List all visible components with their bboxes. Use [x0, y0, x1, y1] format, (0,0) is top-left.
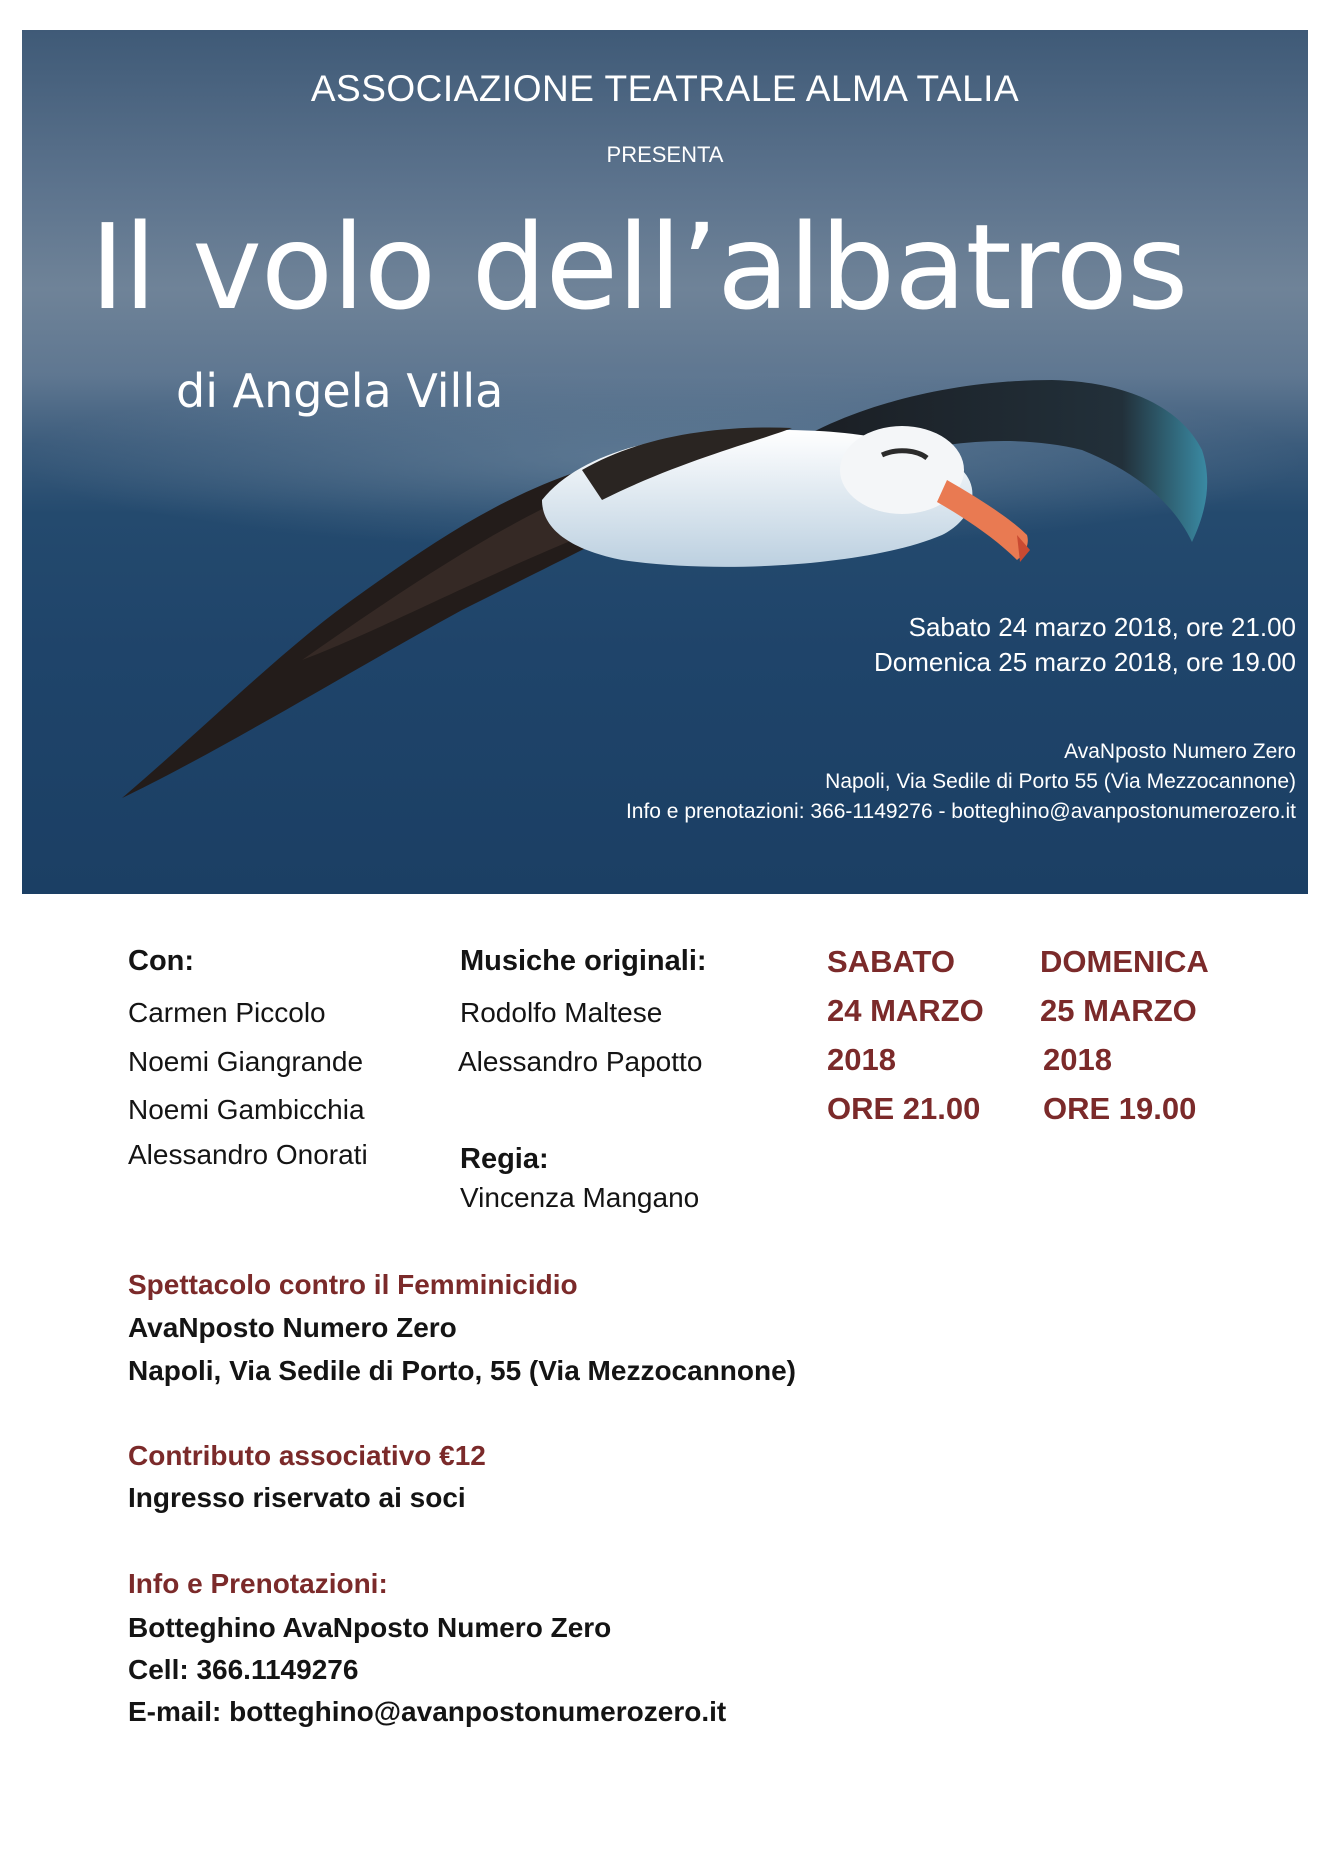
association-name: ASSOCIAZIONE TEATRALE ALMA TALIA — [310, 68, 1020, 109]
cast-member: Noemi Giangrande — [128, 1046, 364, 1077]
banner-venue-name: AvaNposto Numero Zero — [1064, 740, 1296, 763]
direction-label: Regia: — [460, 1143, 549, 1175]
cast-member: Noemi Gambicchia — [128, 1094, 365, 1125]
poster-banner — [22, 30, 1308, 894]
show-address: Napoli, Via Sedile di Porto, 55 (Via Mezzocannone) — [128, 1355, 797, 1386]
show-venue: AvaNposto Numero Zero — [128, 1312, 457, 1343]
music-composer: Alessandro Papotto — [458, 1046, 703, 1077]
music-label: Musiche originali: — [460, 945, 707, 977]
presents-label: PRESENTA — [606, 142, 724, 167]
cast-label: Con: — [128, 945, 195, 977]
banner-date-1: Sabato 24 marzo 2018, ore 21.00 — [908, 612, 1296, 642]
director-name: Vincenza Mangano — [460, 1182, 700, 1213]
fee-label: Contributo associativo €12 — [128, 1440, 486, 1471]
booking-email: E-mail: botteghino@avanpostonumerozero.it — [128, 1696, 727, 1727]
show-author: di Angela Villa — [176, 364, 504, 418]
music-composer: Rodolfo Maltese — [460, 997, 663, 1028]
date-sunday-time: ORE 19.00 — [1043, 1091, 1197, 1126]
date-saturday-date: 24 MARZO — [827, 993, 984, 1028]
banner-date-2: Domenica 25 marzo 2018, ore 19.00 — [873, 647, 1296, 677]
banner-info-line: Info e prenotazioni: 366-1149276 - botteghino@avanpostonumerozero.it — [625, 800, 1296, 823]
booking-office: Botteghino AvaNposto Numero Zero — [128, 1612, 612, 1643]
fee-note: Ingresso riservato ai soci — [128, 1482, 466, 1513]
booking-label: Info e Prenotazioni: — [128, 1568, 388, 1599]
date-saturday-time: ORE 21.00 — [827, 1091, 981, 1126]
show-title: Il volo dell’albatros — [90, 198, 1188, 336]
date-sunday-date: 25 MARZO — [1040, 993, 1197, 1028]
cast-member: Alessandro Onorati — [128, 1139, 368, 1170]
show-theme: Spettacolo contro il Femminicidio — [128, 1269, 578, 1300]
date-saturday-year: 2018 — [827, 1042, 896, 1077]
date-saturday-day: SABATO — [827, 944, 956, 979]
date-sunday-year: 2018 — [1043, 1042, 1112, 1077]
banner-venue-address: Napoli, Via Sedile di Porto 55 (Via Mezzocannone) — [825, 770, 1296, 793]
date-sunday-day: DOMENICA — [1040, 944, 1209, 979]
cast-member: Carmen Piccolo — [128, 997, 326, 1028]
booking-phone: Cell: 366.1149276 — [128, 1654, 359, 1685]
